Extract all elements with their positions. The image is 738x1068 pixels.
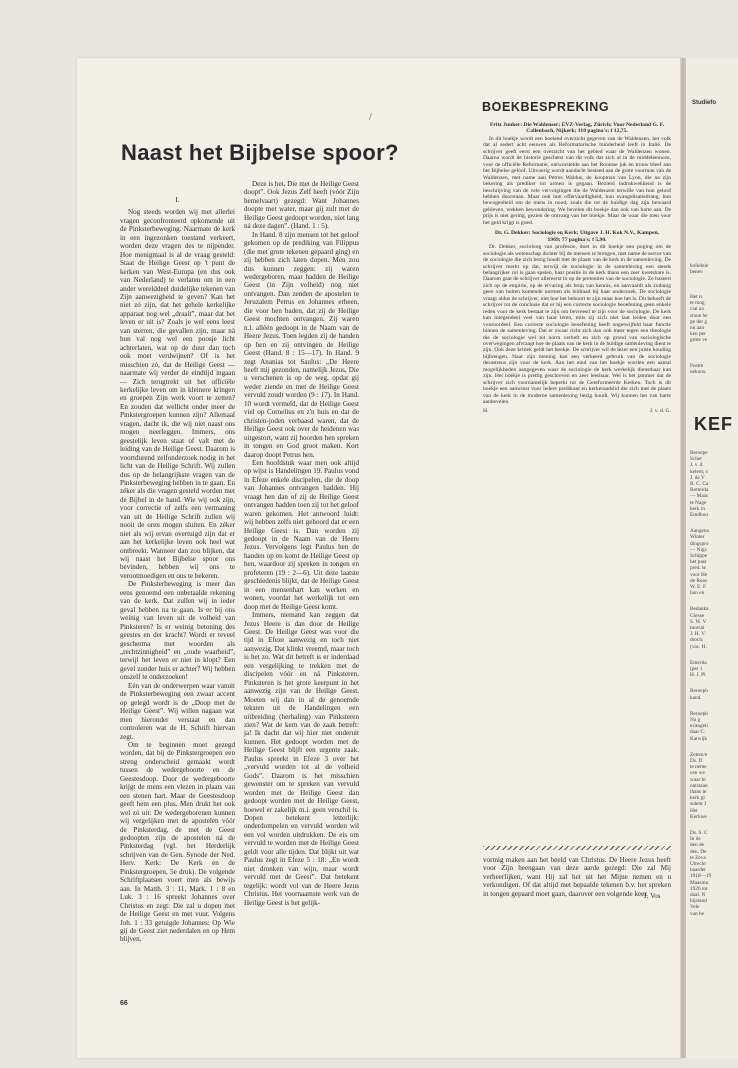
right-page-line: Kerkwe xyxy=(690,813,707,820)
right-page-line: J. H. V xyxy=(690,631,705,638)
right-page-line: In de xyxy=(690,836,701,843)
column-2-paragraph: Immers, niemand kan zeggen dat Jezus Heere is dan door de Heilige Geest. De Heilige Geest was voor die tijd in Efeze aanwezig en toch niet aanwezig. Dat klinkt vreemd, maar toch is het zo. Wat dit betreft is er inderdaad een vergelijking te trekken met de discipelen vóór en ná Pinksteren. Pinksteren is het grote keerpunt in het aanwezig zijn van de Heilige Geest. Moeten wij dan in al de genoemde teksten uit de Handelingen een uitbreiding (herhaling) van Pinksteren zien? Wat de kern van de zaak betreft: ja! Ik dacht dat wij hier niet onderuit kunnen. Het gedoopt worden met de Heilige Geest blijft een urgente zaak. Paulus spreekt in Efeze 3 over het „vervuld worden tot al de volheid Gods”. Daarom is het misschien gewenster om te spreken van vervuld worden met de Heilige Geest dan gedoopt worden met de Heilige Geest, hoewel er zakelijk m.i. geen verschil is. Dopen betekent letterlijk: onderdompelen en vervuld worden wil een vol worden uitdrukken. De eis om vervuld te worden met de Heilige Geest geldt voor alle tijden. Dat blijkt uit wat Paulus zegt in Efeze 5 : 18: „En wordt niet dronken van wijn, maar wordt vervuld met de Geest”. Dat betekent tegelijk: wordt vol van de Heere Jezus Christus. Het voornaamste werk van de Heilige Geest is het gelijk- xyxy=(244,611,359,907)
right-page-line: J. v. d. xyxy=(690,462,704,469)
right-page-line: te mog xyxy=(690,300,705,307)
right-page-line: evangeli xyxy=(690,723,708,730)
right-page-line: Emdhou xyxy=(690,512,708,519)
column-1-paragraph: De Pinksterbeweging is meer dan eens genoemd een onbetaalde rekening van de kerk. Dat zullen wij in ieder geval hebben na te gaan. Is er bij ons weinig van leven uit de volheid van Pinksteren? Is er weinig betoning des geestes en der kracht? Wordt er teveel gescherma met woorden als „rechtzinnigheid” en „oude waarheid”, terwijl het leven er niet in klopt? Een gevel zonder huis er achter? Wij hebben onszelf te onderzoeken! xyxy=(120,580,235,682)
right-page-line: Postre xyxy=(690,363,704,369)
right-page-line: Aangeno xyxy=(690,528,710,535)
right-page-line: ge der g xyxy=(690,318,708,325)
review-signature xyxy=(483,408,671,414)
right-page-line: ontstaan xyxy=(690,782,708,789)
right-page-line: R. C. Ca xyxy=(690,481,709,488)
right-page-line: daar C. xyxy=(690,729,706,736)
right-page-line: nu aan xyxy=(690,325,704,332)
right-page-line: te Nage xyxy=(690,499,707,506)
right-page-line: Bedanka xyxy=(690,606,709,613)
review-section-title: BOEKBESPREKING xyxy=(482,100,610,114)
article-column-1 xyxy=(120,196,235,944)
right-page-line: nekons. xyxy=(690,369,707,376)
right-page-line: Zetten/e xyxy=(690,751,708,758)
right-page-line: Utrecht xyxy=(690,861,706,868)
continuation-text: vormig maken aan het beeld van Christus. De Heere Jezus heeft voor Zijn heengaan van deze aarde gezegd: Die zal Mij verheerlijken, want Hij zal het uit het Mijne nemen en u verkondigen. Of dat altijd met bepaalde tekenen b.v. het spreken in tongen gepaard moet gaan, daarover een volgende keer. xyxy=(483,856,671,898)
right-page-fragment xyxy=(684,58,738,1058)
column-2-paragraph: Een hoofdstuk waar men ook altijd op wijst is Handelingen 19. Paulus vond in Efeze enkele discipelen, die de doop van Johannes ontvangen hadden. Hij vraagt hen dan of zij de Heilige Geest ontvangen hadden toen zij tot het geloof waren gekomen. Het antwoord luidt: wij hebben zelfs niet gehoord dat er een Heilige Geest is. Dan worden zij gedoopt in de Naam van de Heere Jezus. Vervolgens legt Paulus hen de handen op en komt de Heilige Geest op hen, waardoor zij spreken in tongen en profeteren (19 : 2—6). Uit deze laatste geschiedenis blijkt, dat de Heilige Geest in een mensenhart kan werken en wonen, voordat het werkelijk tot een doop met de Heilige Geest komt. xyxy=(244,458,359,611)
separator-rule xyxy=(483,846,671,850)
article-continuation xyxy=(483,840,671,898)
right-page-line: ken per xyxy=(690,331,706,338)
right-page-line: cial aa xyxy=(690,306,704,313)
column-1-paragraph: Eén van de onderwerpen waar vanuit de Pinksterbeweging een zwaar accent op gelegd wordt is de „Doop met de Heilige Geest”. Wij willen nagaan wat men hieronder verstaat en dan controleren wat de H. Schrift hiervan zegt. xyxy=(120,681,235,741)
right-page-line: — Maas xyxy=(690,493,709,500)
right-page-line: Katwijk xyxy=(690,735,708,742)
right-page-line: kerk in xyxy=(690,505,705,512)
right-page-line: haarder xyxy=(690,867,706,874)
right-page-lower-block xyxy=(690,688,738,700)
right-page-lower-block xyxy=(690,830,738,917)
right-page-line: W. E. F xyxy=(690,584,706,591)
right-page-line: 1926 tot xyxy=(690,885,708,892)
right-page-line: Schippe xyxy=(690,553,708,559)
right-page-line: de Roos xyxy=(690,577,708,584)
page-number: 66 xyxy=(120,1000,128,1007)
article-author: J. Vos xyxy=(644,892,661,900)
right-page-line: kollektie xyxy=(690,263,709,269)
right-page-line: Ds. S. C xyxy=(690,830,708,836)
column-1-paragraph: Om te beginnen moet gezegd worden, dat bij de Pinkstergroepen een streng onderscheid gemaakt wordt tussen de wedergeboorte en de Geestesdoop. Door de wedergeboorte krijgt de mens een vlezen in plaats van een stenen hart. Maar de Geestesdoop geeft hem een plus. Men drukt het ook wel zó uit: De wedergeborenen kunnen wij vergelijken met de apostelen vóór de Pinksterdag, de met de Geest gedoopten zijn de apostelen ná de Pinksterdag (vgl. het Herderlijk schrijven van de Gen. Synode der Ned. Herv. Kerk: De Kerk en de Pinkstergroepen, 5e druk). De volgende Schriftplaatsen voert men als bewijs aan. In Matth. 3 : 11, Mark. 1 : 8 en Luk. 3 : 16 spreekt Johannes over Christus en zegt: Die zal u dopen met de Heilige Geest en met vuur. Volgens Joh. 1 : 33 getuigde Johannes: Op Wie gij de Geest ziet nederdalen en op Hem blijven, xyxy=(120,741,235,944)
right-page-line: kelem; c xyxy=(690,468,709,475)
right-page-line: — Nigs xyxy=(690,546,707,553)
right-page-line: J. de V xyxy=(690,474,705,481)
right-page-line: Winter xyxy=(690,534,705,541)
right-page-line: Vele xyxy=(690,904,700,911)
right-page-block xyxy=(690,363,738,375)
review-signature-left: H. xyxy=(483,408,489,415)
right-page-line: dingspro xyxy=(690,540,709,547)
section-numeral: I. xyxy=(175,195,180,204)
right-page-header: Studiefo xyxy=(692,100,716,106)
review-column xyxy=(483,118,671,415)
right-page-line: cen we xyxy=(690,770,705,777)
right-page-line: Emerita xyxy=(690,659,707,666)
right-page-line: het past xyxy=(690,559,707,566)
right-page-line: thans te xyxy=(690,789,707,796)
right-page-line: kerk gi xyxy=(690,795,705,802)
right-page-line: te neme xyxy=(690,764,707,771)
right-page-line: Beroeph xyxy=(690,688,708,695)
column-2-paragraph: Deze is het, Die met de Heilige Geest doopt”. Ook Jezus Zelf heeft (vóór Zijn hemelvaart) gezegd: Want Johannes doopte met water, maar gij zult met de Heilige Geest gedoopt worden, niet lang ná deze dagen”. (Hand. 1 : 5). xyxy=(244,180,359,231)
right-page-line: Rotterda xyxy=(690,487,709,494)
review-heading: Dr. G. Dekker: Sociologie en Kerk; Uitgave J. H. Kok N.V., Kampen, 1969; 77 pagina's; f 5,90. xyxy=(495,230,659,243)
right-page-line: den de xyxy=(690,842,704,849)
right-page-line: bijstand xyxy=(690,898,707,905)
right-page-line: Het is xyxy=(690,294,703,300)
article-title: Naast het Bijbelse spoor? xyxy=(121,140,399,165)
review-body: Dr. Dekker, socioloog van professie, doet in dit boekje een poging om de sociologie als wetenschap dichter bij de mensen te brengen, met name de sector van de sociologie die zich bezig houdt met de plaats van de kerk in de samenleving. De schrijver merkt op dat, terwijl de sociologie in de samenleving een steeds belangrijker rol is gaan spelen, haar positie in de kerk thans een zeer kwetsbare is. Daarom gaat de schrijver allereerst in op de pretenties van de sociologie. Ze baseert zich op de empirie, op de ervaring als bron van kennis, en aanvaardt als zodanig geen van buiten komende normen als leidraad bij haar onderzoek. De sociologie vraagt aldus de schrijver, niet hoe het behoort te zijn maar hoe het is. Dit behoeft de schrijver tot de conclusie dat er bij een correcte sociologie beoefening geen enkele reden voor de kerk bestaat te zijn om bevreesd te zijn voor de sociologie. De kerk kan integendeel veel van haar leren, mits zij zich niet laat leiden door een vooroordeel. Een correcte sociologie beoefening heeft ongetwijfeld haar functie binnen de samenleving. Dat er zwaar richt zich dan ook meer tegen een theologie die de sociologie wel tot norm verheft en zich op grond van sociologische overwegingen afvraagt hoe de plaats van de kerk in de huidige samenleving dient te zijn. Ook deze kritiek geldt het boekje. De schrijver wil de lezer een juiste houding bijbrengen. Naar zijn mening kan een verkeerd gebruik van de sociologie desastreus zijn voor de kerk. Aan het eind van het boekje worden een aantal mogelijkheden aangegeven waar de sociologie de kerk werkelijk dienstbaar kan zijn. Het boekje is prettig geschreven en zeer leesbaar. Wel is het jammer dat de schrijver zich voornamelijk beperkt tot de Gereformeerde Kerken. Toch is dit boekje een aanwinst voor iedere predikant en kerkeraadslid die zich met de plaats van de kerk in de moderne samenleving bezig houdt. Wij kunnen het van harte aanbevelen. xyxy=(483,244,671,406)
column-1-paragraph: Nog steeds worden wij met allerlei vragen geconfronteerd opkomende uit de Pinksterbeweging. Naarmate de kerk in een ingezonken toestand verkeert, worden deze vragen des te nijpender. Hoe menigmaal is al de vraag gesteld: Staat de Heilige Geest op 't punt de kerken van West-Europa (en dus ook van Nederland) te verlaten om in een ander werelddeel duidelijke tekenen van Zijn aanwezigheid te geven? Kan het niet zó zijn, dat het gehele kerkelijke apparaat nog wel „draait”, maar dat het leven er uit is? Zoals je wel eens leest van sterren, die gevallen zijn, maar nà hun val nog wel een poosje licht achterlaten, wat op de duur dan toch ook moet verdwijnen? Of is het misschien zó, dat de Heilige Geest — naarmate wij verder de eindtijd ingaan — Zich terugtrekt uit het officiële kerkelijke leven om in kleinere kringen en groepen Zijn werk voort te zetten? En zouden dat wellicht onder meer de Pinkstergroepen kunnen zijn? Allemaal vragen, dacht ik, die wij niet naast ons mogen neerleggen. Immers, ons geestelijk leven staat of valt met de leiding van de Heilige Geest. Daarom is voortdurend zelfonderzoek nodig in het licht van de Heilige Schrift. Wij zullen dus op de belangrijkste vragen van de Pinksterbeweging hebben in te gaan. En zéker als die vragen gesteld worden met de Bijbel in de hand. Wie wij ook zijn, voor correctie of zelfs een vermaning van uit de Heilige Schrift zullen wij nooit de oren mogen sluiten. En zéker niet als wij ervan overtuigd zijn dat er aan het kerkelijke leven ook heel wat ontbreekt. Wanneer dan zou blijken, dat wij naast het Bijbelse spoor ons bevinden, hebben wij ons te verootmoedigen en ons te bekeren. xyxy=(120,208,235,580)
right-page-lower-block xyxy=(690,660,738,679)
right-page-lower-block xyxy=(690,528,738,596)
right-page-block xyxy=(690,263,738,275)
right-page-line: Het xyxy=(690,807,698,814)
right-page-line: waar hi xyxy=(690,776,706,783)
right-page-line: kand. xyxy=(690,694,702,701)
right-page-line: 1918—19 xyxy=(690,873,712,880)
review-initials: J. v. d. G. xyxy=(649,408,671,415)
right-page-line: H. J. Pl xyxy=(690,672,706,679)
right-page-line: voor He xyxy=(690,571,708,578)
right-page-line: morsai xyxy=(690,625,705,631)
review-body: In dit boekje wordt een boeiend overzicht gegeven van de Waldenzen, het volk dat al sedert acht eeuwen als Reformatorische minderheid leeft in Italië. De schrijver geeft eerst een overzicht van het gebied waar de Waldenzen wonen. Daarna wordt de historie geschetst van dit volk dat zich al in de middeleeuwen, voor de officiële Reformatie, ontworstelde aan het Roomse juk en trouw bleef aan het Bijbelse geloof. Uitvoerig wordt aandacht besteed aan de grote voorman van de Waldenzen, met name aan Petrus Waldus, de koopman van Lyon, die na zijn bekering als prediker tot armen is gegaan. Bezield indrukwekkend is de beschrijving van de vele vervolgingen die de Waldenzen terwille van hun geloof hebben doorstaan. Maar ook hun offervaardigheid, hun evangelisatiedrang, hun bewogenheid om de mens in nood, zoals die tot de huidige dag zijn bewaard gebleven, wekken bewondering. We bevelen dit boekje dan ook van harte aan. De prijs is niet gering, gezien de omvang van het boekje. Maar de waar die men voor het geld krijgt is goed. xyxy=(483,135,671,226)
right-page-line: droch; xyxy=(690,637,704,644)
right-page-line: sinne he xyxy=(690,312,708,319)
right-page-lower-block xyxy=(690,606,738,649)
right-page-line: sulent J xyxy=(690,801,707,808)
right-page-line: Maasmu xyxy=(690,879,709,886)
right-page-line: Giesse xyxy=(690,612,705,619)
article-column-2 xyxy=(244,180,359,907)
right-page-line: grote ve xyxy=(690,337,708,344)
right-page-line: daal. N xyxy=(690,892,706,899)
right-page-line: S. W. V xyxy=(690,618,707,625)
right-page-lower-block xyxy=(690,711,738,742)
review-heading: Fritz Junker: Die Waldenser; EVZ-Verlag, Zürich; Voor Nederland G. F. Callenbach, Nijkerk; 110 pagina's; f 12,75. xyxy=(489,122,665,135)
column-2-paragraph: In Hand. 8 zijn mensen tot het geloof gekomen op de prediking van Filippus (die met grote tekenen gepaard ging) en zij hebben zich laten dopen. Men zou dus kunnen zeggen: zij waren wedergeboren, maar hadden de Heilige Geest (in Zijn volheid) nog niet ontvangen. Dan zenden de apostelen te Jeruzalem Petrus en Johannes erheen, die voor hen baden, dat zij de Heilige Geest mochten ontvangen. Zij waren n.l. alléén gedoopt in de Naam van de Heere Jezus. Toen legden zij de handen op hen en zij ontvingen de Heilige Geest (Hand. 8 : 15—17). In Hand. 9 zegt Ananias tot Saulus: „De Heere heeft mij gezonden, namelijk Jezus, Die u verschenen is op de weg, opdat gij weder ziende en met de Heilige Geest vervuld zoudt worden (9 : 17). In Hand. 10 wordt vermeld, dat de Heilige Geest viel op Cornelius en z'n huis en dat de christen-joden verbaasd waren, dat de Heilige Geest ook over de heidenen was uitgestort, want zij hoorden hen spreken in tongen en God groot maken. Kort daarop doopt Petrus hen. xyxy=(244,230,359,459)
right-page-line: te Zeva xyxy=(690,854,706,861)
right-page-line: van he xyxy=(690,910,704,917)
right-page-line: beneo xyxy=(690,269,703,276)
right-page-line: Beroeph xyxy=(690,710,708,717)
right-page-block xyxy=(690,294,738,344)
right-page-line: Na g xyxy=(690,717,701,723)
right-page-line: Scher xyxy=(690,456,703,463)
page-decoration: / xyxy=(369,112,372,123)
right-page-line: hun en xyxy=(690,590,705,597)
right-page-big-heading: KEF xyxy=(694,414,733,434)
right-page-line: Ds. D xyxy=(690,758,703,764)
right-page-line: den. De xyxy=(690,848,707,855)
right-page-line: pred. te xyxy=(690,565,706,572)
right-page-line: (vac. H. xyxy=(690,643,707,650)
right-page-line: Beroepe xyxy=(690,450,708,456)
right-page-line: (per 1 xyxy=(690,666,703,672)
right-page-lower-block xyxy=(690,752,738,820)
right-page-lower-block xyxy=(690,450,738,518)
